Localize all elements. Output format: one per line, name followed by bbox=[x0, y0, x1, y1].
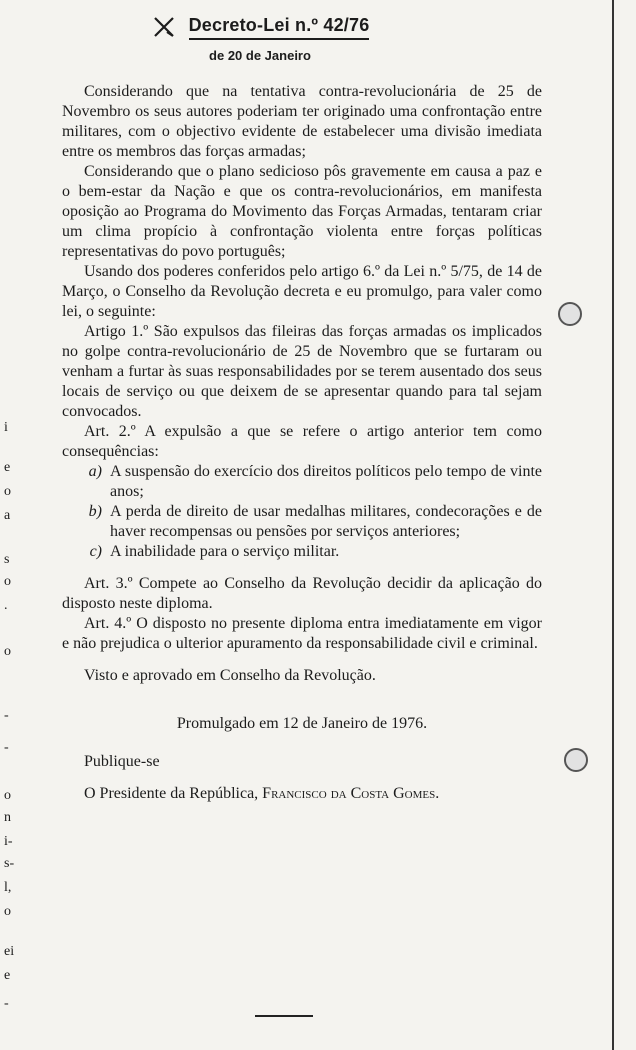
president-prefix: O Presidente da República, bbox=[84, 785, 263, 802]
left-fragment: e bbox=[4, 460, 11, 475]
president-signature-line bbox=[62, 784, 542, 804]
left-fragment: s- bbox=[4, 856, 15, 871]
article-3: Art. 3.º Compete ao Conselho da Revolução decidir da aplicação do disposto neste diploma. bbox=[62, 575, 542, 612]
handwritten-cross-mark-icon bbox=[151, 14, 177, 40]
decree-body bbox=[62, 82, 542, 804]
decree-date: de 20 de Janeiro bbox=[209, 48, 311, 63]
left-fragment: - bbox=[4, 740, 9, 755]
punch-hole-speck bbox=[556, 300, 584, 328]
list-item bbox=[80, 502, 542, 542]
left-fragment: o bbox=[4, 484, 11, 499]
left-fragment: e bbox=[4, 968, 11, 983]
left-fragment: . bbox=[4, 598, 8, 613]
list-item-label: b) bbox=[88, 503, 102, 520]
decree-title: Decreto-Lei n.º 42/76 bbox=[189, 15, 370, 40]
list-item bbox=[80, 462, 542, 502]
left-fragment: o bbox=[4, 574, 11, 589]
consequences-list bbox=[80, 462, 542, 562]
preamble-paragraph-2: Considerando que o plano sedicioso pôs gravemente em causa a paz e o bem-estar da Nação e que os contra-revolucionários, em manifesta oposição ao Programa do Movimento das Forças Armadas, tentaram criar um clima propício à confrontação violenta entre forças políticas representativas do povo português; bbox=[62, 163, 542, 260]
promulgation-date: Promulgado em 12 de Janeiro de 1976. bbox=[176, 715, 428, 732]
left-fragment: ei bbox=[4, 944, 15, 959]
preamble-paragraph-3: Usando dos poderes conferidos pelo artigo 6.º da Lei n.º 5/75, de 14 de Março, o Conselho da Revolução decreta e eu promulgo, para valer como lei, o seguinte: bbox=[62, 263, 542, 320]
list-item-text: A suspensão do exercício dos direitos políticos pelo tempo de vinte anos; bbox=[110, 463, 542, 500]
left-fragment: i- bbox=[4, 834, 13, 849]
left-fragment: o bbox=[4, 644, 11, 659]
left-column-fragments bbox=[0, 0, 40, 1050]
list-item-text: A perda de direito de usar medalhas militares, condecorações e de haver recompensas ou pensões por serviços anteriores; bbox=[110, 503, 542, 540]
preamble-paragraph-1: Considerando que na tentativa contra-revolucionária de 25 de Novembro os seus autores poderiam ter originado uma confrontação entre militares, com o objectivo evidente de estabelecer uma divisão imediata entre os membros das forças armadas; bbox=[62, 83, 542, 160]
left-fragment: o bbox=[4, 788, 11, 803]
decree-header bbox=[0, 14, 520, 63]
list-item-label: a) bbox=[88, 463, 102, 480]
article-4: Art. 4.º O disposto no presente diploma entra imediatamente em vigor e não prejudica o ulterior apuramento da responsabilidade civil e criminal. bbox=[62, 615, 542, 652]
left-fragment: i bbox=[4, 420, 8, 435]
list-item-label: c) bbox=[89, 543, 102, 560]
left-fragment: a bbox=[4, 508, 11, 523]
left-fragment: n bbox=[4, 810, 11, 825]
article-1: Artigo 1.º São expulsos das fileiras das forças armadas os implicados no golpe contra-revolucionário de 25 de Novembro que se furtaram ou venham a furtar às suas responsabilidades por se terem ausentado dos seus locais de serviço ou que deixem de se apresentar quando para tal sejam convocados. bbox=[62, 323, 542, 420]
left-fragment: l, bbox=[4, 880, 12, 895]
left-fragment: s bbox=[4, 552, 10, 567]
left-fragment: o bbox=[4, 904, 11, 919]
left-fragment: - bbox=[4, 996, 9, 1011]
left-fragment: - bbox=[4, 708, 9, 723]
end-rule bbox=[255, 1015, 313, 1017]
column-rule bbox=[612, 0, 614, 1050]
list-item-text: A inabilidade para o serviço militar. bbox=[110, 543, 340, 560]
president-name: Francisco da Costa Gomes. bbox=[262, 785, 440, 802]
article-2: Art. 2.º A expulsão a que se refere o artigo anterior tem como consequências: bbox=[62, 423, 542, 460]
approval-statement: Visto e aprovado em Conselho da Revolução. bbox=[84, 667, 376, 684]
punch-hole-speck bbox=[562, 746, 590, 774]
list-item bbox=[80, 542, 542, 562]
publique-se: Publique-se bbox=[84, 753, 160, 770]
